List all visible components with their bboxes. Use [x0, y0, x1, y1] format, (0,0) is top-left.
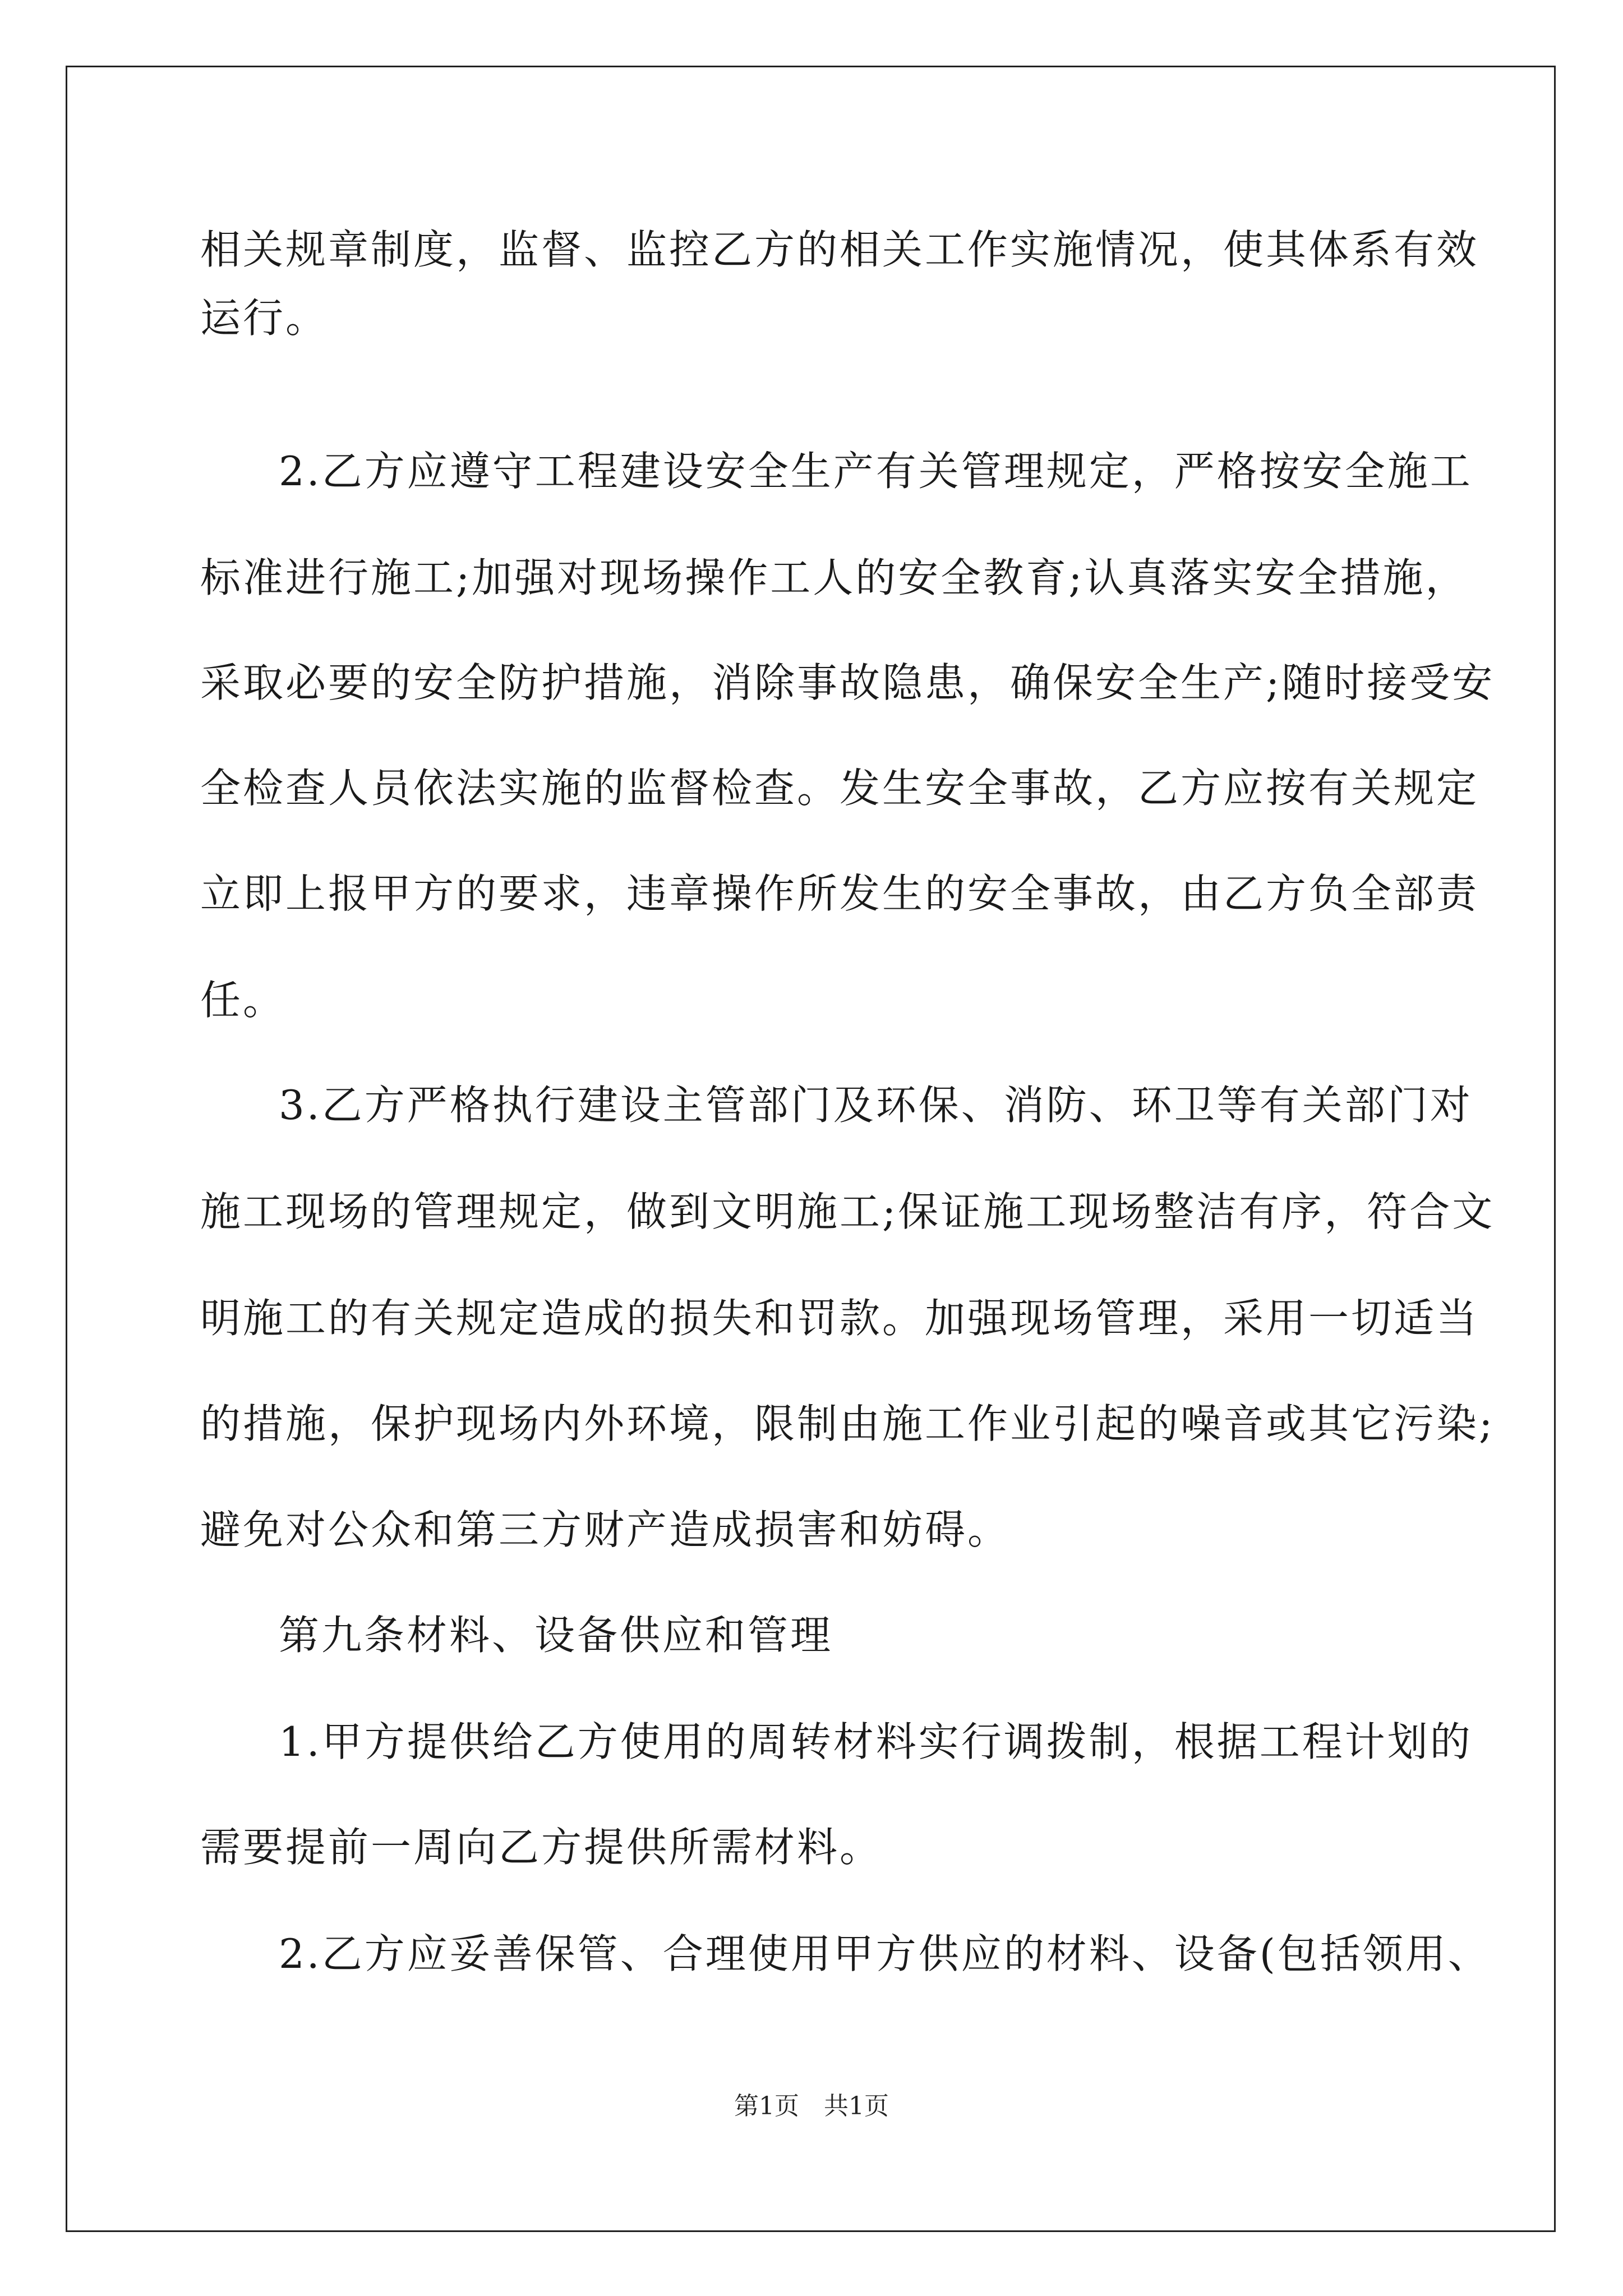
- text-line: 的措施，保护现场内外环境，限制由施工作业引起的噪音或其它污染;: [200, 1400, 1495, 1447]
- text-line: 避免对公众和第三方财产造成损害和妨碍。: [200, 1506, 1011, 1553]
- text-line: 1.甲方提供给乙方使用的周转材料实行调拨制，根据工程计划的: [279, 1718, 1473, 1765]
- page-number: 第1页 共1页: [734, 2092, 889, 2120]
- text-line: 任。: [200, 977, 286, 1024]
- text-line: 立即上报甲方的要求，违章操作所发生的安全事故，由乙方负全部责: [200, 870, 1479, 917]
- page-border: [66, 66, 1556, 2232]
- text-line: 施工现场的管理规定，做到文明施工;保证施工现场整洁有序，符合文: [200, 1188, 1495, 1235]
- text-line: 3.乙方严格执行建设主管部门及环保、消防、环卫等有关部门对: [279, 1082, 1473, 1129]
- text-line: 标准进行施工;加强对现场操作工人的安全教育;认真落实安全措施，: [200, 554, 1468, 601]
- text-line: 需要提前一周向乙方提供所需材料。: [200, 1824, 883, 1871]
- section-heading: 第九条材料、设备供应和管理: [279, 1612, 833, 1659]
- text-line: 相关规章制度，监督、监控乙方的相关工作实施情况，使其体系有效: [200, 226, 1479, 273]
- text-line: 采取必要的安全防护措施，消除事故隐患，确保安全生产;随时接受安: [200, 659, 1495, 706]
- text-line: 运行。: [200, 295, 329, 342]
- text-line: 全检查人员依法实施的监督检查。发生安全事故，乙方应按有关规定: [200, 765, 1479, 812]
- text-line: 2.乙方应遵守工程建设安全生产有关管理规定，严格按安全施工: [279, 448, 1473, 495]
- text-line: 2.乙方应妥善保管、合理使用甲方供应的材料、设备(包括领用、: [279, 1930, 1491, 1977]
- text-line: 明施工的有关规定造成的损失和罚款。加强现场管理，采用一切适当: [200, 1295, 1479, 1342]
